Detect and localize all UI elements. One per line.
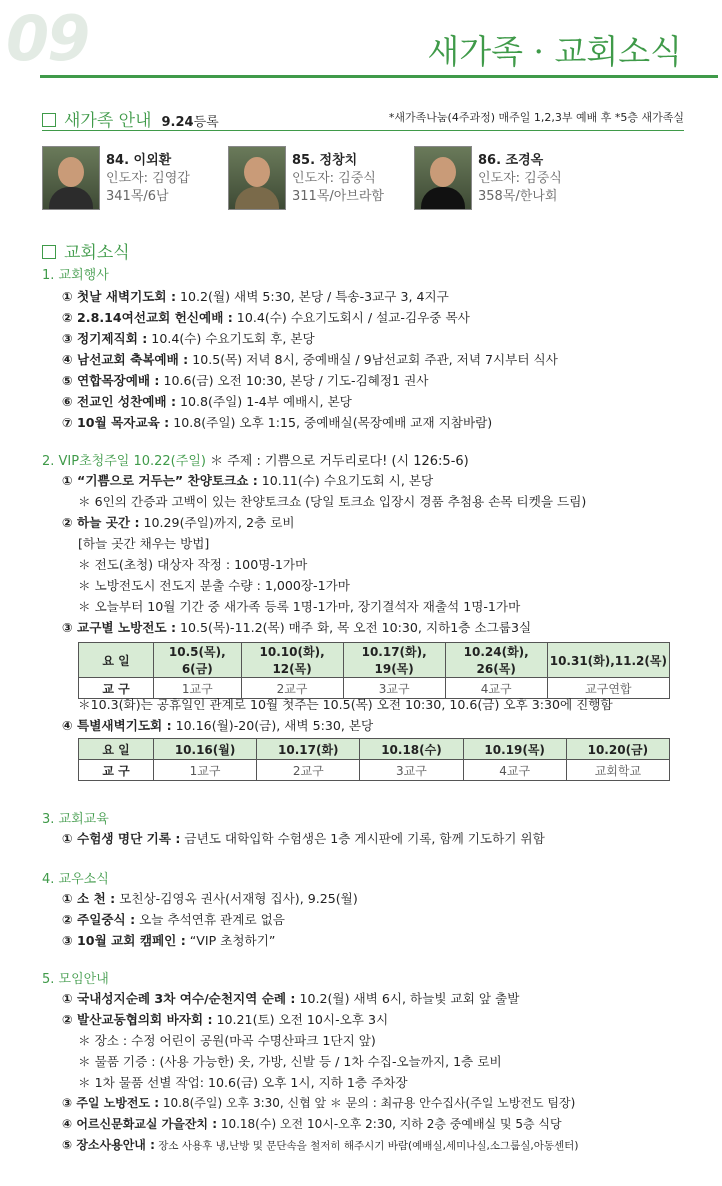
list-item: ③ 교구별 노방전도 : 10.5(목)-11.2(목) 매주 화, 목 오전 10:30, 지하1층 소그룹3실 xyxy=(62,620,532,635)
table-row xyxy=(79,739,670,760)
member-guide: 인도자: 김중식 xyxy=(478,171,562,186)
table-cell: 1교구 xyxy=(154,678,242,699)
member-name: 84. 이외환 xyxy=(106,153,172,168)
member-photo xyxy=(228,146,286,210)
table-cell: 10.16(월) xyxy=(154,739,257,760)
table-cell: 3교구 xyxy=(343,678,445,699)
member-group: 358목/한나회 xyxy=(478,189,558,204)
member-photo xyxy=(414,146,472,210)
table-cell: 4교구 xyxy=(463,760,566,781)
list-item: ④ 어르신문화교실 가을잔치 : 10.18(수) 오전 10시-오후 2:30, 지하 2층 중예배실 및 5층 식당 xyxy=(62,1117,562,1131)
list-item: ＊ 오늘부터 10월 기간 중 새가족 등록 1명-1가마, 장기결석자 재출석 1명-1가마 xyxy=(78,599,521,614)
newfamily-title: 새가족 안내 xyxy=(64,111,152,131)
schedule-table-2 xyxy=(78,738,670,781)
member-photo xyxy=(42,146,100,210)
table-cell: 10.10(화), 12(목) xyxy=(241,643,343,678)
section-title: 1. 교회행사 xyxy=(42,268,109,283)
table-cell: 교 구 xyxy=(79,760,154,781)
member-group: 311목/아브라함 xyxy=(292,189,384,204)
member-name: 86. 조경옥 xyxy=(478,153,544,168)
member-name: 85. 정창치 xyxy=(292,153,358,168)
page-number: 09 xyxy=(6,2,89,75)
table-cell: 10.17(화) xyxy=(257,739,360,760)
list-item: ＊ 6인의 간증과 고백이 있는 찬양토크쇼 (당일 토크쇼 입장시 경품 추첨용 손목 티켓을 드림) xyxy=(78,494,587,509)
list-item: ③ 10월 교회 캠페인 : “VIP 초청하기” xyxy=(62,933,276,948)
list-item: ② 2.8.14여선교회 헌신예배 : 10.4(수) 수요기도회시 / 설교-김우중 목사 xyxy=(62,310,470,325)
title-divider xyxy=(40,75,718,78)
checkbox-square-icon xyxy=(42,113,56,127)
table-row xyxy=(79,643,670,678)
table-cell: 10.5(목), 6(금) xyxy=(154,643,242,678)
table-cell: 4교구 xyxy=(445,678,547,699)
member-guide: 인도자: 김영갑 xyxy=(106,171,190,186)
table-cell: 10.17(화), 19(목) xyxy=(343,643,445,678)
list-item: ① 수험생 명단 기록 : 금년도 대학입학 수험생은 1층 게시판에 기록, 함께 기도하기 위함 xyxy=(62,831,545,846)
table-cell: 요 일 xyxy=(79,739,154,760)
table-cell: 10.24(화), 26(목) xyxy=(445,643,547,678)
list-item: ② 발산교동협의회 바자회 : 10.21(토) 오전 10시-오후 3시 xyxy=(62,1012,389,1027)
table-cell: 교구연합 xyxy=(547,678,669,699)
list-item: ⑤ 장소사용안내 : 장소 사용후 냉,난방 및 문단속을 철저히 해주시기 바람(예배실,세미나실,소그룹실,아동센터) xyxy=(62,1138,579,1152)
list-item: ④ 특별새벽기도회 : 10.16(월)-20(금), 새벽 5:30, 본당 xyxy=(62,718,374,733)
news-header: 교회소식 xyxy=(42,238,130,263)
list-item: ① 첫날 새벽기도회 : 10.2(월) 새벽 5:30, 본당 / 특송-3교구 3, 4지구 xyxy=(62,289,449,304)
table-cell: 10.18(수) xyxy=(360,739,463,760)
list-item: ① 국내성지순례 3차 여수/순천지역 순례 : 10.2(월) 새벽 6시, 하늘빛 교회 앞 출발 xyxy=(62,991,520,1006)
list-item: ＊ 노방전도시 전도지 분출 수량 : 1,000장-1가마 xyxy=(78,578,350,593)
table-row xyxy=(79,760,670,781)
list-item: ＊ 물품 기증 : (사용 가능한) 옷, 가방, 신발 등 / 1차 수집-오늘까지, 1층 로비 xyxy=(78,1054,502,1069)
page-title: 새가족 · 교회소식 xyxy=(427,32,682,71)
list-item: ＊ 1차 물품 선별 작업: 10.6(금) 오후 1시, 지하 1층 주차장 xyxy=(78,1075,408,1090)
list-item: ＊ 전도(초청) 대상자 작정 : 100명-1가마 xyxy=(78,557,308,572)
table-cell: 10.19(목) xyxy=(463,739,566,760)
schedule-table-1 xyxy=(78,642,670,699)
table-cell: 3교구 xyxy=(360,760,463,781)
list-item: ② 주일중식 : 오늘 추석연휴 관계로 없음 xyxy=(62,912,285,927)
list-item: ⑦ 10월 목자교육 : 10.8(주일) 오후 1:15, 중예배실(목장예배 교재 지참바람) xyxy=(62,415,493,430)
table-cell: 교 구 xyxy=(79,678,154,699)
list-item: ＊10.3(화)는 공휴일인 관계로 10월 첫주는 10.5(목) 오전 10:30, 10.6(금) 오후 3:30에 진행함 xyxy=(78,697,613,712)
newfamily-header xyxy=(42,106,684,131)
table-cell: 요 일 xyxy=(79,643,154,678)
section-title: 4. 교우소식 xyxy=(42,872,109,887)
list-item: ⑤ 연합목장예배 : 10.6(금) 오전 10:30, 본당 / 기도-김혜정1 권사 xyxy=(62,373,429,388)
table-cell: 10.20(금) xyxy=(566,739,669,760)
member-guide: 인도자: 김중식 xyxy=(292,171,376,186)
list-item: ③ 주일 노방전도 : 10.8(주일) 오후 3:30, 신협 앞 ＊ 문의 : 최규용 안수집사(주일 노방전도 팀장) xyxy=(62,1096,576,1110)
member-group: 341목/6남 xyxy=(106,189,169,204)
list-item: ① “기쁨으로 거두는” 찬양토크쇼 : 10.11(수) 수요기도회 시, 본당 xyxy=(62,473,434,488)
section-title: 5. 모임안내 xyxy=(42,972,109,987)
table-cell: 2교구 xyxy=(257,760,360,781)
list-item: ① 소 천 : 모친상-김영옥 권사(서재형 집사), 9.25(월) xyxy=(62,891,358,906)
newfamily-date: 9.24등록 xyxy=(161,115,219,130)
list-item: ③ 정기제직회 : 10.4(수) 수요기도회 후, 본당 xyxy=(62,331,315,346)
section-title: 2. VIP초청주일 10.22(주일) ＊ 주제 : 기쁨으로 거두리로다! (시 126:5-6) xyxy=(42,454,469,469)
newfamily-note: *새가족나눔(4주과정) 매주일 1,2,3부 예배 후 *5층 새가족실 xyxy=(388,111,684,124)
list-item: ④ 남선교회 축복예배 : 10.5(목) 저녁 8시, 중예배실 / 9남선교회 주관, 저녁 7시부터 식사 xyxy=(62,352,558,367)
list-item: [하늘 곳간 채우는 방법] xyxy=(78,536,210,551)
list-item: ② 하늘 곳간 : 10.29(주일)까지, 2층 로비 xyxy=(62,515,295,530)
list-item: ⑥ 전교인 성찬예배 : 10.8(주일) 1-4부 예배시, 본당 xyxy=(62,394,352,409)
table-cell: 1교구 xyxy=(154,760,257,781)
section-title: 3. 교회교육 xyxy=(42,812,109,827)
table-cell: 10.31(화),11.2(목) xyxy=(547,643,669,678)
checkbox-square-icon xyxy=(42,245,56,259)
table-cell: 교회학교 xyxy=(566,760,669,781)
table-cell: 2교구 xyxy=(241,678,343,699)
list-item: ＊ 장소 : 수정 어린이 공원(마곡 수명산파크 1단지 앞) xyxy=(78,1033,376,1048)
